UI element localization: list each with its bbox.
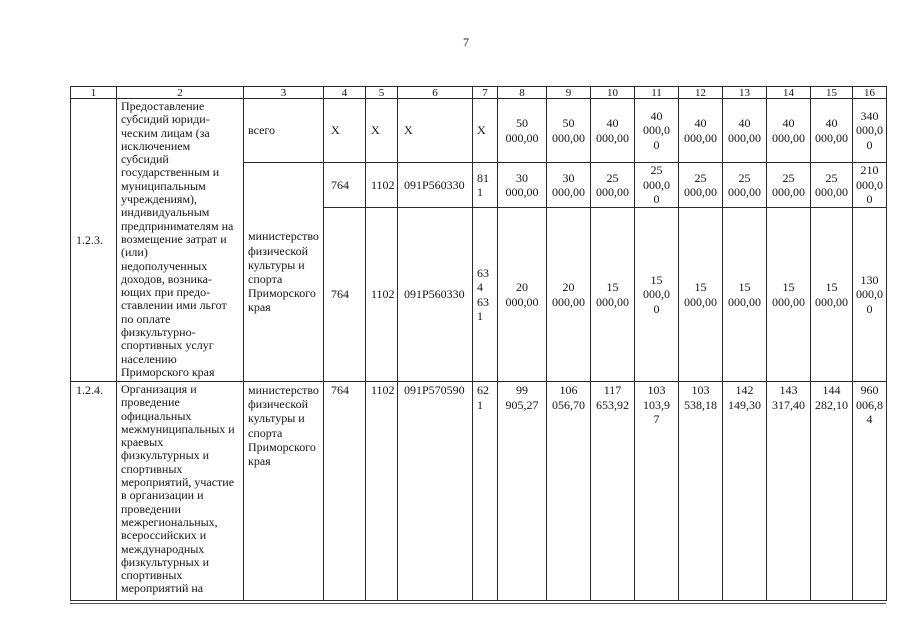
amount-cell: 25 000,00 [811,163,853,208]
section-code-cell: 1102 [366,382,398,601]
amount-cell: 25 000,00 [767,163,811,208]
column-number: 15 [811,87,853,99]
column-number: 14 [767,87,811,99]
amount-cell: 15 000,00 [679,208,723,382]
executor-cell: всего [244,99,324,163]
amount-cell: 25 000,00 [723,163,767,208]
column-number: 3 [244,87,324,99]
column-number: 1 [71,87,117,99]
amount-cell: 15 000,00 [723,208,767,382]
page-number: 7 [463,35,469,49]
amount-cell: 25 000,0 0 [635,163,679,208]
budget-code-cell: 764 [324,208,366,382]
column-number: 10 [591,87,635,99]
column-number: 4 [324,87,366,99]
budget-code-cell: X [324,99,366,163]
target-item-code-cell: X [398,99,473,163]
target-item-code-cell: 091P570590 [398,382,473,601]
amount-cell: 15 000,00 [811,208,853,382]
amount-cell: 15 000,00 [591,208,635,382]
amount-cell: 130 000,0 0 [853,208,887,382]
amount-cell: 25 000,00 [591,163,635,208]
item-description: Организация и проведение официальных межмуниципальных и краевых физкультурных и спортивных мероприятий, участие в организации и проведении межрегиональных, всероссийских и международных физкультурных и спортивных мероприятий на [117,382,244,601]
amount-cell: 143 317,40 [767,382,811,601]
amount-cell: 117 653,92 [591,382,635,601]
amount-cell: 50 000,00 [498,99,547,163]
amount-cell: 40 000,00 [723,99,767,163]
column-number: 6 [398,87,473,99]
expense-type-code-cell: 62 1 [473,382,498,601]
amount-cell: 144 282,10 [811,382,853,601]
amount-cell: 40 000,00 [679,99,723,163]
amount-cell: 15 000,0 0 [635,208,679,382]
expense-type-code-cell: X [473,99,498,163]
column-number: 12 [679,87,723,99]
amount-cell: 40 000,00 [811,99,853,163]
amount-cell: 142 149,30 [723,382,767,601]
column-number: 11 [635,87,679,99]
amount-cell: 103 538,18 [679,382,723,601]
program-table [70,86,887,601]
header-row [71,87,887,99]
amount-cell: 20 000,00 [498,208,547,382]
budget-code-cell: 764 [324,163,366,208]
amount-cell: 99 905,27 [498,382,547,601]
item-number: 1.2.4. [71,382,117,601]
amount-cell: 106 056,70 [547,382,591,601]
amount-cell: 30 000,00 [498,163,547,208]
amount-cell: 30 000,00 [547,163,591,208]
section-code-cell: 1102 [366,208,398,382]
table-row [71,99,887,163]
column-number: 9 [547,87,591,99]
column-number: 2 [117,87,244,99]
item-description: Предоставление субсидий юриди- ческим лицам (за исключением субсидий государственным и муниципальным учреждениям), индивидуальным предпринимателям на возмещение затрат и (или) недополученных доходов, возника- ющих при предо- ставлении ими льгот по оплате физкультурно- спортивных услуг населению Приморского края [117,99,244,382]
section-code-cell: 1102 [366,163,398,208]
amount-cell: 20 000,00 [547,208,591,382]
executor-cell: министерство физической культуры и спорта Приморского края [244,163,324,382]
target-item-code-cell: 091P560330 [398,208,473,382]
amount-cell: 340 000,0 0 [853,99,887,163]
column-number: 8 [498,87,547,99]
expense-type-code-cell: 63 4 63 1 [473,208,498,382]
budget-code-cell: 764 [324,382,366,601]
column-number: 13 [723,87,767,99]
target-item-code-cell: 091P560330 [398,163,473,208]
amount-cell: 40 000,00 [767,99,811,163]
executor-cell: министерство физической культуры и спорта Приморского края [244,382,324,601]
amount-cell: 50 000,00 [547,99,591,163]
amount-cell: 40 000,0 0 [635,99,679,163]
amount-cell: 40 000,00 [591,99,635,163]
column-number: 7 [473,87,498,99]
amount-cell: 25 000,00 [679,163,723,208]
column-number: 16 [853,87,887,99]
amount-cell: 960 006,8 4 [853,382,887,601]
amount-cell: 103 103,9 7 [635,382,679,601]
table-row [71,382,887,601]
amount-cell: 210 000,0 0 [853,163,887,208]
section-code-cell: X [366,99,398,163]
amount-cell: 15 000,00 [767,208,811,382]
page-bottom-rule [70,603,886,604]
expense-type-code-cell: 81 1 [473,163,498,208]
item-number: 1.2.3. [71,99,117,382]
column-number: 5 [366,87,398,99]
